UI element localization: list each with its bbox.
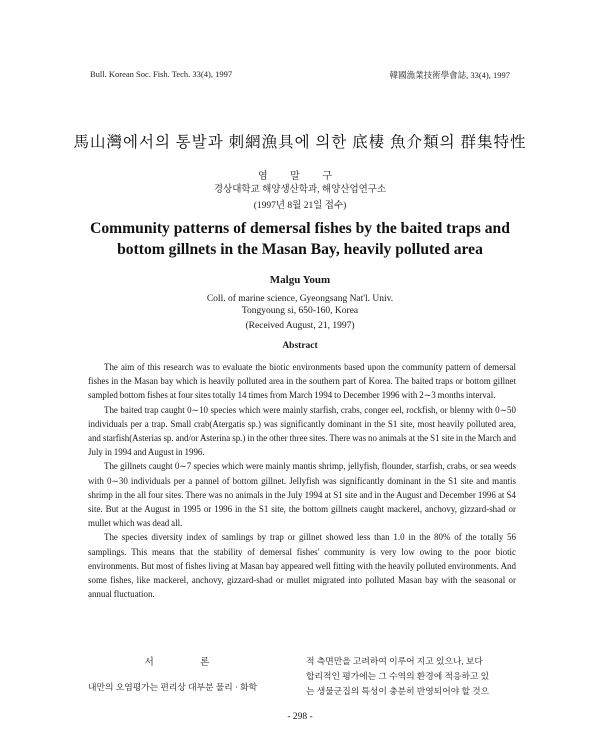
intro-left-column [88,654,288,693]
english-title [0,218,600,260]
journal-header-left: Bull. Korean Soc. Fish. Tech. 33(4), 1997 [90,69,233,79]
intro-right-line-2: 합리적인 평가에는 그 수역의 환경에 적응하고 있 [306,671,490,681]
intro-heading: 서 론 [144,658,232,668]
abstract-paragraph-1: The aim of this research was to evaluate the biotic environments based upon the community pattern of demersal fishes in the Masan bay which is heavily polluted area in the southern part of Korea. The baited traps or bottom gillnet sampled bottom fishes at four sites totally 14 times from March 1994 to December 1996 with 2∼3 months interval. [88,362,516,401]
english-author: Malgu Youm [269,274,331,286]
intro-right-line-3: 는 생물군집의 특성이 충분히 반영되어야 할 것으 [306,686,490,696]
abstract-body [88,360,516,601]
intro-right-line-1: 적 측면만을 고려하여 이루어 지고 있으나, 보다 [306,656,483,666]
abstract-paragraph-3: The gillnets caught 0∼7 species which were mainly mantis shrimp, jellyfish, flounder, starfish, crabs, or sea weeds with 0∼30 individuals per a pannel of bottom gillnet. Jellyfish was significantly dominant in the S1 site and mantis shrimp in the all four sites. There was no animals in the July 1994 at S1 site and in the August and December 1996 at S4 site. But at the August in 1995 or 1996 in the S1 site, the bottom gillnets caught mackerel, anchovy, gizzard-shad or mullet which was dead all. [88,461,516,529]
english-title-line-2: bottom gillnets in the Masan Bay, heavily polluted area [117,241,483,258]
english-affiliation [0,293,600,317]
abstract-paragraph-4: The species diversity index of samlings by trap or gillnet showed less than 1.0 in the 80% of the totally 56 samplings. This means that the stability of demersal fishes' community is very low owing to the poor biotic environments. But most of fishes living at Masan bay appeared well fitting with the heavily polluted environments. And some fishes, like mackerel, anchovy, gizzard-shad or mullet migrated into polluted Masan bay with the seasonal or annual fluctuation. [88,532,516,600]
korean-author: 염 말 구 [258,171,342,182]
korean-title: 馬山灣에서의 통발과 刺網漁具에 의한 底棲 魚介類의 群集特性 [73,134,527,151]
journal-header-right: 韓國漁業技術學會誌, 33(4), 1997 [389,70,510,80]
english-title-line-1: Community patterns of demersal fishes by the baited traps and [90,220,510,237]
affiliation-line-2: Tongyoung si, 650-160, Korea [241,306,359,316]
affiliation-line-1: Coll. of marine science, Gyeongsang Nat'l. Univ. [206,294,394,304]
korean-affiliation: 경상대학교 해양생산학과, 해양산업연구소 [213,185,387,195]
page-number: - 298 - [287,712,313,722]
abstract-paragraph-2: The baited trap caught 0∼10 species which were mainly starfish, crabs, conger eel, rockfish, or blenny with 0∼50 individuals per a trap. Small crab(Atergatis sp.) was significantly dominant in the S1 site, most heavily polluted area, and starfish(Asterias sp. and/or Asterina sp.) in the other three sites. There was no animals at the S1 site in the March and July in 1994 and August in 1996. [88,404,516,458]
intro-right-column [306,654,518,699]
abstract-heading: Abstract [282,341,318,351]
english-received-date: (Received August, 21, 1997) [245,321,355,331]
korean-received-date: (1997년 8월 21일 접수) [253,201,347,211]
intro-left-text: 내만의 오염평가는 편리상 대부분 물리 · 화학 [88,682,258,692]
